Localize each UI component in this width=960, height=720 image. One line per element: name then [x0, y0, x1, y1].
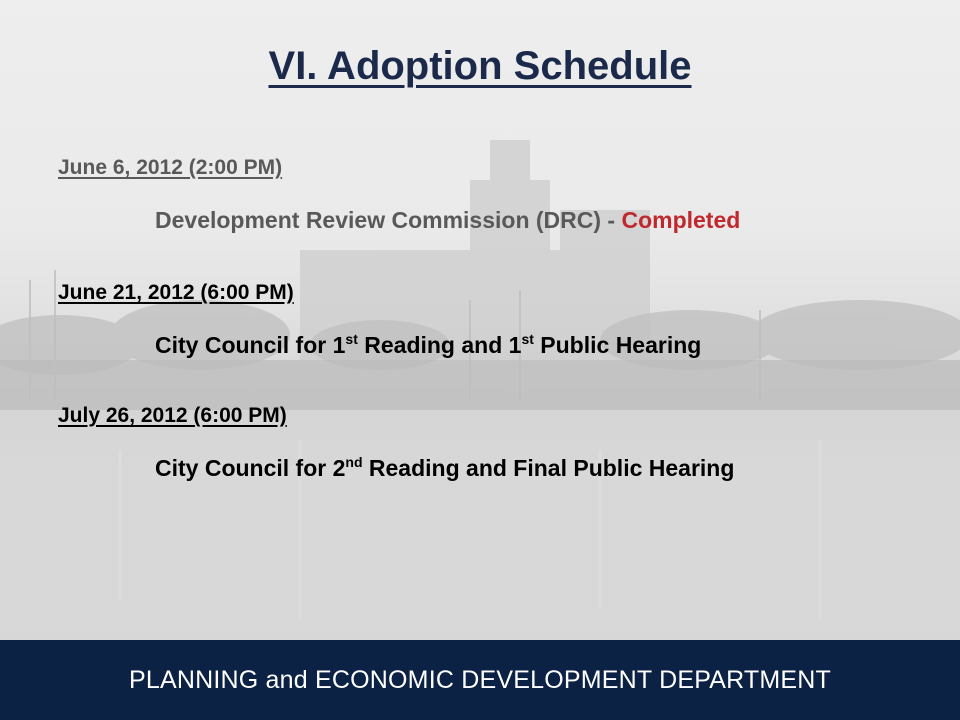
schedule-desc-3: [155, 455, 734, 482]
slide-title: VI. Adoption Schedule: [268, 44, 692, 88]
schedule-date-1: June 6, 2012 (2:00 PM): [58, 156, 283, 179]
desc-2-part-c: Public Hearing: [533, 332, 702, 358]
schedule-date-2: June 21, 2012 (6:00 PM): [58, 281, 294, 304]
schedule-desc-1-text: Development Review Commission (DRC) -: [155, 207, 622, 233]
schedule-desc-1: [155, 207, 740, 234]
desc-3-part-b: Reading and Final Public Hearing: [362, 455, 735, 481]
footer-bar: [0, 640, 960, 720]
desc-2-part-b: Reading and 1: [357, 332, 522, 358]
completed-status: Completed: [621, 207, 741, 233]
desc-2-sup-b: st: [521, 331, 534, 347]
footer-department-name: PLANNING and ECONOMIC DEVELOPMENT DEPARTMENT: [128, 665, 831, 694]
desc-2-part-a: City Council for 1: [155, 332, 346, 358]
schedule-date-3: July 26, 2012 (6:00 PM): [58, 404, 287, 427]
desc-3-part-a: City Council for 2: [155, 455, 346, 481]
desc-2-sup-a: st: [345, 331, 358, 347]
desc-3-sup-a: nd: [345, 454, 363, 470]
schedule-desc-2: [155, 332, 701, 359]
